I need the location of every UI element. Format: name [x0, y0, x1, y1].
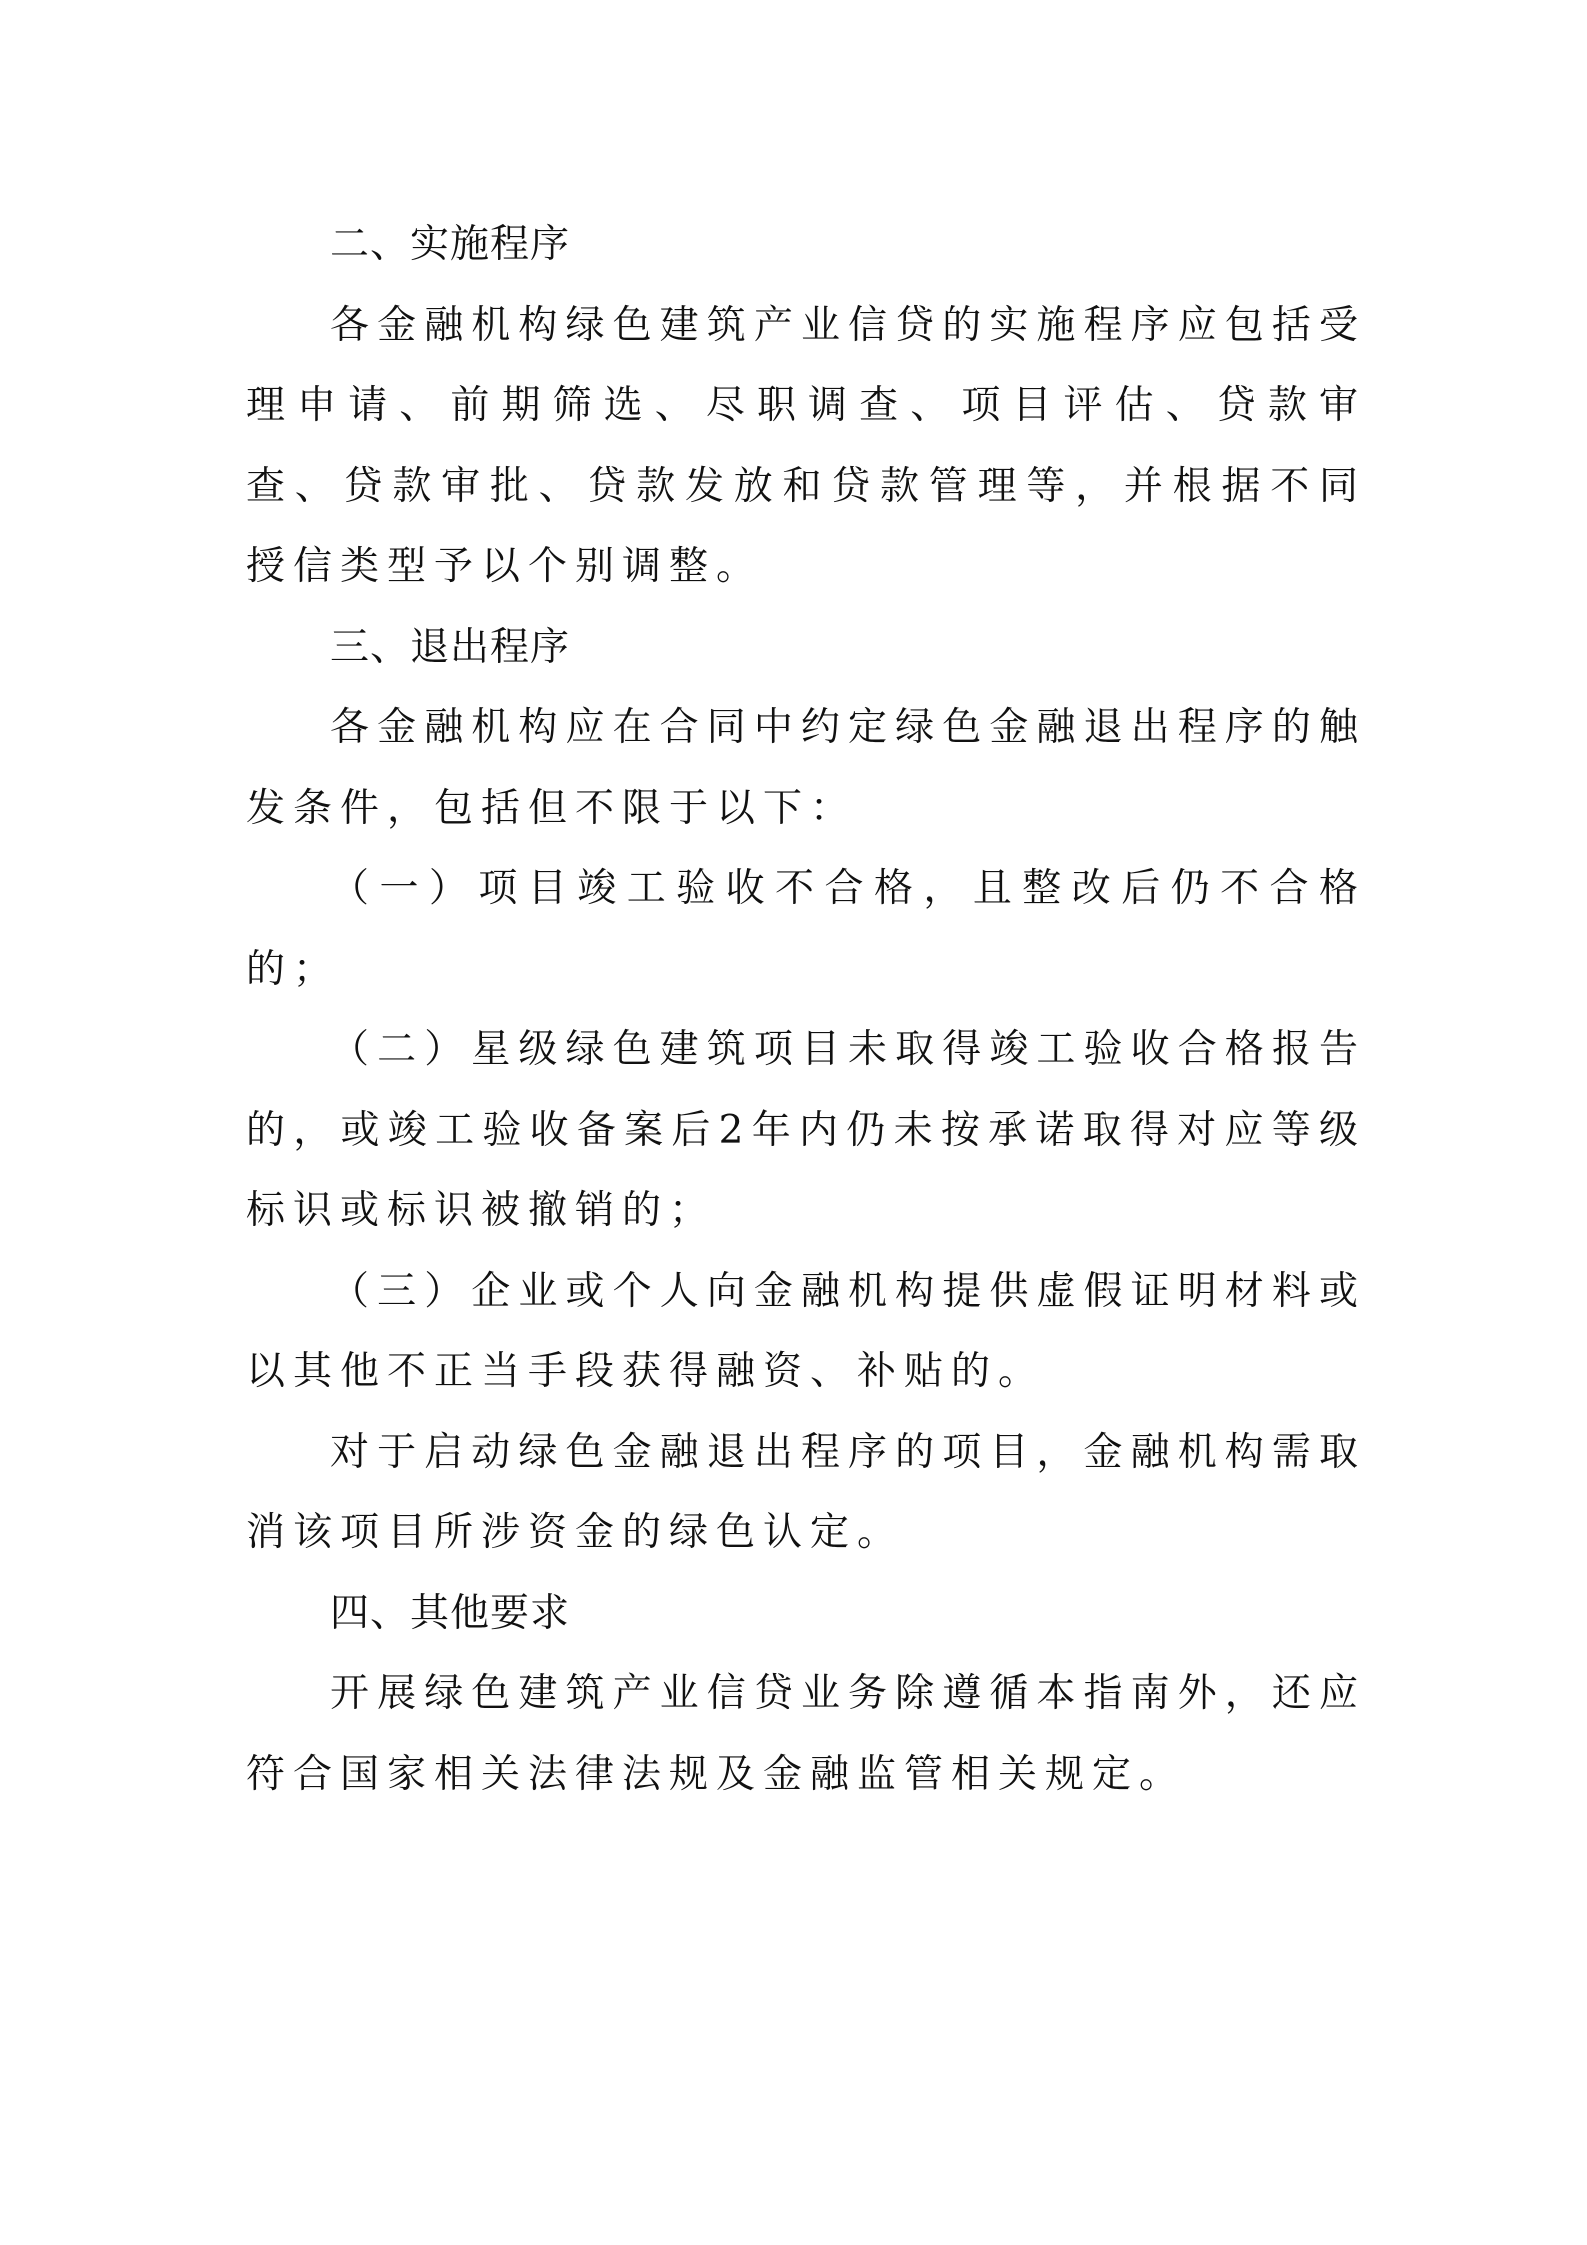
other-paragraph: 开展绿色建筑产业信贷业务除遵循本指南外，还应符合国家相关法律法规及金融监管相关规定。 — [246, 1671, 1366, 1797]
implementation-paragraph: 各金融机构绿色建筑产业信贷的实施程序应包括受理申请、前期筛选、尽职调查、项目评估、贷款审查、贷款审批、贷款发放和贷款管理等，并根据不同授信类型予以个别调整。 — [246, 302, 1366, 589]
section-heading-other: 四、其他要求 — [330, 1590, 571, 1636]
section-heading-implementation: 二、实施程序 — [330, 222, 571, 267]
exit-item-1: （一）项目竣工验收不合格，且整改后仍不合格的； — [246, 866, 1366, 992]
exit-closing-paragraph: 对于启动绿色金融退出程序的项目，金融机构需取消该项目所涉资金的绿色认定。 — [246, 1429, 1366, 1555]
exit-item-3: （三）企业或个人向金融机构提供虚假证明材料或以其他不正当手段获得融资、补贴的。 — [246, 1268, 1366, 1394]
section-heading-exit: 三、退出程序 — [330, 624, 571, 670]
document-body — [246, 205, 1366, 1815]
exit-item-2: （二）星级绿色建筑项目未取得竣工验收合格报告的，或竣工验收备案后2年内仍未按承诺取得对应等级标识或标识被撤销的； — [246, 1027, 1366, 1233]
exit-intro-paragraph: 各金融机构应在合同中约定绿色金融退出程序的触发条件，包括但不限于以下： — [246, 705, 1366, 831]
